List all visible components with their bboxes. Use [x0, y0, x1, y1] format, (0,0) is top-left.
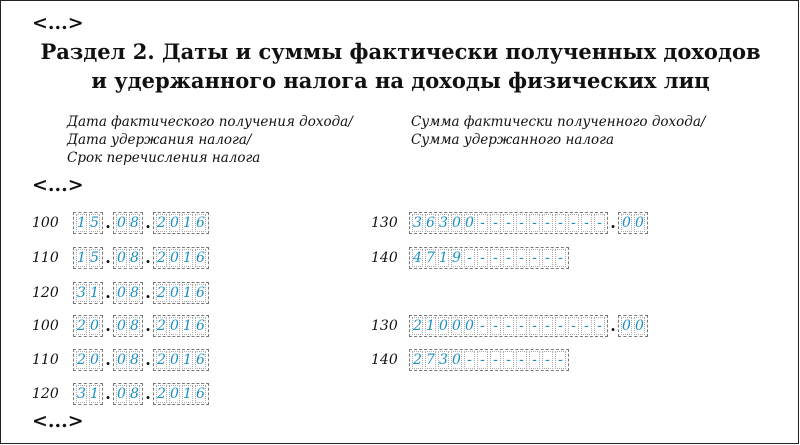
- digit-cell: 0: [170, 215, 179, 231]
- legend-dates-line-1: Дата фактического получения дохода/: [67, 114, 353, 130]
- digit-cell: 1: [183, 386, 192, 402]
- digit-cell: 0: [170, 250, 179, 266]
- digit-cell: 6: [426, 215, 435, 231]
- digit-cell: 2: [157, 386, 166, 402]
- legend-sums-line-1: Сумма фактически полученного дохода/: [411, 114, 706, 130]
- amount-kopecks: [618, 212, 648, 234]
- date-field[interactable]: [73, 383, 209, 405]
- amount-rubles: [409, 247, 569, 269]
- legend-dates: [67, 113, 353, 167]
- legend-dates-line-2: Дата удержания налога/: [67, 132, 252, 148]
- digit-cell: -: [568, 317, 579, 335]
- digit-cell: -: [516, 351, 527, 369]
- digit-cell: -: [516, 317, 527, 335]
- date-day: [73, 383, 103, 405]
- row-code: 110: [32, 250, 59, 266]
- digit-cell: -: [555, 214, 566, 232]
- row-code: 100: [32, 215, 59, 231]
- digit-cell: 8: [130, 250, 139, 266]
- date-month: [113, 282, 143, 304]
- digit-cell: -: [503, 214, 514, 232]
- date-day: [73, 349, 103, 371]
- date-separator: .: [105, 248, 111, 267]
- sum-code: 140: [371, 250, 398, 266]
- digit-cell: 3: [77, 386, 86, 402]
- digit-cell: 0: [452, 352, 461, 368]
- digit-cell: 0: [117, 352, 126, 368]
- digit-cell: 1: [77, 250, 86, 266]
- digit-cell: 5: [90, 215, 99, 231]
- digit-cell: -: [581, 317, 592, 335]
- digit-cell: 1: [77, 215, 86, 231]
- digit-cell: -: [477, 249, 488, 267]
- digit-cell: 6: [196, 215, 205, 231]
- digit-cell: 2: [77, 352, 86, 368]
- digit-cell: 0: [117, 250, 126, 266]
- row-code: 120: [32, 285, 59, 301]
- digit-cell: 0: [635, 318, 644, 334]
- digit-cell: 0: [622, 215, 631, 231]
- digit-cell: -: [503, 317, 514, 335]
- date-month: [113, 212, 143, 234]
- digit-cell: 0: [90, 318, 99, 334]
- digit-cell: -: [503, 249, 514, 267]
- digit-cell: -: [477, 351, 488, 369]
- digit-cell: 0: [117, 318, 126, 334]
- amount-separator: .: [610, 213, 616, 232]
- legend-sums-line-2: Сумма удержанного налога: [411, 132, 614, 148]
- digit-cell: 8: [130, 386, 139, 402]
- amount-rubles: [409, 212, 608, 234]
- digit-cell: 7: [426, 352, 435, 368]
- digit-cell: 0: [117, 386, 126, 402]
- date-year: [153, 315, 209, 337]
- digit-cell: 8: [130, 318, 139, 334]
- date-separator: .: [105, 283, 111, 302]
- digit-cell: -: [529, 351, 540, 369]
- digit-cell: 0: [439, 318, 448, 334]
- digit-cell: 0: [170, 386, 179, 402]
- date-month: [113, 315, 143, 337]
- digit-cell: 0: [170, 285, 179, 301]
- ellipsis-middle: <...>: [32, 174, 84, 196]
- digit-cell: 0: [465, 318, 474, 334]
- digit-cell: -: [594, 214, 605, 232]
- date-year: [153, 212, 209, 234]
- date-month: [113, 247, 143, 269]
- date-year: [153, 247, 209, 269]
- digit-cell: -: [490, 214, 501, 232]
- digit-cell: 3: [413, 215, 422, 231]
- digit-cell: -: [542, 317, 553, 335]
- legend-dates-line-3: Срок перечисления налога: [67, 150, 261, 166]
- date-field[interactable]: [73, 212, 209, 234]
- digit-cell: -: [464, 351, 475, 369]
- date-day: [73, 315, 103, 337]
- date-field[interactable]: [73, 315, 209, 337]
- date-separator: .: [145, 213, 151, 232]
- date-field[interactable]: [73, 282, 209, 304]
- digit-cell: -: [529, 214, 540, 232]
- digit-cell: -: [542, 249, 553, 267]
- amount-kopecks: [618, 315, 648, 337]
- date-month: [113, 383, 143, 405]
- date-field[interactable]: [73, 349, 209, 371]
- digit-cell: 6: [196, 318, 205, 334]
- ellipsis-bottom: <...>: [32, 410, 84, 432]
- date-separator: .: [105, 350, 111, 369]
- digit-cell: -: [503, 351, 514, 369]
- row-code: 120: [32, 386, 59, 402]
- date-year: [153, 383, 209, 405]
- date-separator: .: [105, 316, 111, 335]
- digit-cell: 2: [413, 318, 422, 334]
- digit-cell: 2: [77, 318, 86, 334]
- digit-cell: -: [464, 249, 475, 267]
- legend-sums: [411, 113, 705, 149]
- digit-cell: 0: [117, 285, 126, 301]
- digit-cell: 2: [157, 215, 166, 231]
- digit-cell: -: [529, 249, 540, 267]
- digit-cell: 8: [130, 215, 139, 231]
- date-year: [153, 282, 209, 304]
- digit-cell: -: [490, 317, 501, 335]
- digit-cell: -: [555, 317, 566, 335]
- digit-cell: 0: [452, 318, 461, 334]
- digit-cell: -: [542, 351, 553, 369]
- digit-cell: -: [555, 351, 566, 369]
- digit-cell: -: [542, 214, 553, 232]
- digit-cell: 1: [183, 352, 192, 368]
- digit-cell: 0: [622, 318, 631, 334]
- amount-separator: .: [610, 316, 616, 335]
- digit-cell: 2: [157, 352, 166, 368]
- date-day: [73, 247, 103, 269]
- amount-field[interactable]: [409, 315, 648, 337]
- date-month: [113, 349, 143, 371]
- digit-cell: -: [568, 214, 579, 232]
- digit-cell: 0: [90, 352, 99, 368]
- digit-cell: -: [490, 351, 501, 369]
- digit-cell: 6: [196, 250, 205, 266]
- digit-cell: 1: [90, 386, 99, 402]
- amount-field[interactable]: [409, 212, 648, 234]
- date-separator: .: [145, 316, 151, 335]
- digit-cell: -: [477, 317, 488, 335]
- digit-cell: -: [490, 249, 501, 267]
- date-separator: .: [145, 248, 151, 267]
- date-day: [73, 282, 103, 304]
- digit-cell: 0: [635, 215, 644, 231]
- digit-cell: 7: [426, 250, 435, 266]
- digit-cell: 1: [183, 250, 192, 266]
- digit-cell: 3: [77, 285, 86, 301]
- digit-cell: 3: [439, 215, 448, 231]
- digit-cell: 0: [452, 215, 461, 231]
- section-title-line-2: и удержанного налога на доходы физических лиц: [91, 68, 710, 93]
- digit-cell: 6: [196, 386, 205, 402]
- date-separator: .: [145, 350, 151, 369]
- digit-cell: -: [555, 249, 566, 267]
- section-title-line-1: Раздел 2. Даты и суммы фактически полученных доходов: [40, 39, 761, 64]
- digit-cell: 3: [439, 352, 448, 368]
- date-separator: .: [105, 384, 111, 403]
- section-title: [1, 37, 800, 95]
- amount-field[interactable]: [409, 247, 569, 269]
- digit-cell: 1: [183, 318, 192, 334]
- digit-cell: 9: [452, 250, 461, 266]
- digit-cell: 1: [439, 250, 448, 266]
- digit-cell: 6: [196, 285, 205, 301]
- digit-cell: 8: [130, 352, 139, 368]
- digit-cell: 0: [170, 318, 179, 334]
- digit-cell: -: [477, 214, 488, 232]
- digit-cell: 2: [157, 250, 166, 266]
- row-code: 100: [32, 318, 59, 334]
- row-code: 110: [32, 352, 59, 368]
- digit-cell: 0: [117, 215, 126, 231]
- digit-cell: 2: [157, 318, 166, 334]
- amount-rubles: [409, 349, 569, 371]
- digit-cell: 1: [183, 285, 192, 301]
- digit-cell: -: [529, 317, 540, 335]
- date-separator: .: [145, 283, 151, 302]
- sum-code: 130: [371, 318, 398, 334]
- sum-code: 140: [371, 352, 398, 368]
- digit-cell: -: [516, 214, 527, 232]
- digit-cell: 2: [413, 352, 422, 368]
- digit-cell: 0: [170, 352, 179, 368]
- date-field[interactable]: [73, 247, 209, 269]
- date-separator: .: [105, 213, 111, 232]
- digit-cell: 1: [90, 285, 99, 301]
- digit-cell: -: [594, 317, 605, 335]
- date-day: [73, 212, 103, 234]
- amount-field[interactable]: [409, 349, 569, 371]
- digit-cell: 5: [90, 250, 99, 266]
- digit-cell: 8: [130, 285, 139, 301]
- digit-cell: 1: [183, 215, 192, 231]
- digit-cell: 4: [413, 250, 422, 266]
- digit-cell: -: [516, 249, 527, 267]
- ellipsis-top: <...>: [32, 12, 84, 34]
- date-separator: .: [145, 384, 151, 403]
- digit-cell: -: [581, 214, 592, 232]
- digit-cell: 2: [157, 285, 166, 301]
- digit-cell: 0: [465, 215, 474, 231]
- digit-cell: 1: [426, 318, 435, 334]
- digit-cell: 6: [196, 352, 205, 368]
- amount-rubles: [409, 315, 608, 337]
- date-year: [153, 349, 209, 371]
- sum-code: 130: [371, 215, 398, 231]
